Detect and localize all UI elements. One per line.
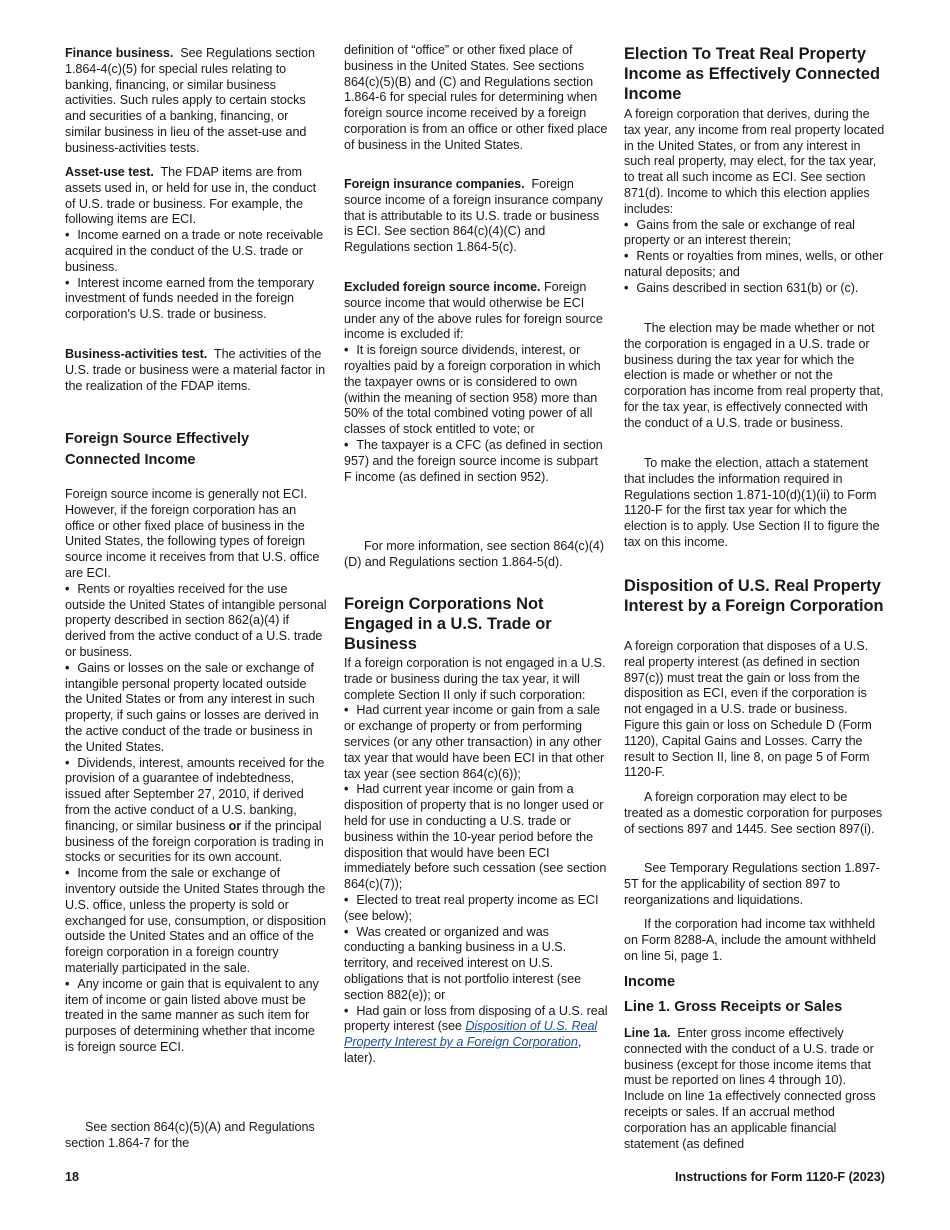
list-item: • Income from the sale or exchange of inventory outside the United States through the U.S. office, unless the property is sold or exchanged for use, consumption, or disposition outside the United States and an office of the foreign corporation in a foreign country materially participated in the sale.	[65, 866, 327, 977]
finance-business-text: See Regulations section 1.864-4(c)(5) for special rules relating to banking, financing, or similar business activities. Such rules apply to certain stocks and securities of a banking, financing, or similar business in lieu of the asset-use and business-activities tests.	[65, 46, 315, 155]
asset-use-text: The FDAP items are from assets used in, or held for use in, the conduct of U.S. trade or business. For example, the following items are ECI.	[65, 165, 317, 227]
line-1a-title: Line 1a.	[624, 1026, 671, 1040]
list-item: • Any income or gain that is equivalent to any item of income or gain listed above must be treated in the same manner as such item for purposes of determining whether that income is foreign source ECI.	[65, 977, 327, 1056]
list-item: • Rents or royalties from mines, wells, or other natural deposits; and	[624, 249, 886, 281]
page-number: 18	[65, 1170, 80, 1184]
list-item: • Had current year income or gain from a disposition of property that is no longer used or held for use in conducting a U.S. trade or business within the 10-year period before the disposition that would have been ECI immediately before such cessation (see section 864(c)(7));	[344, 782, 608, 893]
election-timing-paragraph: The election may be made whether or not the corporation is engaged in a U.S. trade or business during the tax year for which the election is made or whether or not the corporation has income from real property that, for the tax year, is effectively connected with the conduct of a U.S. trade or business.	[624, 321, 884, 430]
list-item: • Interest income earned from the temporary investment of funds needed in the foreign corporation's U.S. trade or business.	[65, 276, 327, 323]
disposition-cross-reference-link[interactable]: Disposition of U.S. Real Property Interest by a Foreign Corporation	[344, 1019, 598, 1050]
finance-business-paragraph	[65, 46, 327, 157]
fsei-b3-or: or	[228, 818, 242, 833]
section-heading-foreign-source-eci: Foreign Source Effectively Connected Income	[65, 431, 250, 469]
disposition-paragraph: A foreign corporation that disposes of a U.S. real property interest (as defined in section 897(c)) must treat the gain or loss from the disposition as ECI, even if the corporation is not engaged in a U.S. trade or business. Figure this gain or loss on Schedule D (Form 1120), Capital Gains and Losses. Carry the result to Section II, line 8, on page 5 of Form 1120-F.	[624, 639, 872, 780]
section-heading-line-1: Line 1. Gross Receipts or Sales	[624, 999, 843, 1015]
list-item: • Gains from the sale or exchange of real property or an interest therein;	[624, 218, 886, 250]
not-engaged-paragraph	[344, 656, 608, 1067]
fsei-paragraph	[65, 487, 327, 1056]
line-1a-text: Enter gross income effectively connected with the conduct of a U.S. trade or business (except for those income items that must be reported on lines 4 through 10). Include on line 1a effectively connected gross receipts or sales. If an accrual method corporation has an applicable financial statement (as defined	[624, 1026, 876, 1151]
foreign-insurance-title: Foreign insurance companies.	[344, 177, 525, 191]
section-heading-not-engaged: Foreign Corporations Not Engaged in a U.S. Trade or Business	[344, 595, 552, 653]
section-heading-disposition: Disposition of U.S. Real Property Interest by a Foreign Corporation	[624, 577, 884, 615]
excluded-income-title: Excluded foreign source income.	[344, 280, 541, 294]
election-statement-paragraph: To make the election, attach a statement that includes the information required in Regulations section 1.871-10(d)(1)(ii) to Form 1120-F for the first tax year for which the election is to apply. Use Section II to figure the tax on this income.	[624, 456, 880, 549]
domestic-election-paragraph: A foreign corporation may elect to be treated as a domestic corporation for purposes of sections 897 and 1445. See section 897(i).	[624, 790, 883, 836]
temporary-regulations-paragraph: See Temporary Regulations section 1.897-5T for the applicability of section 897 to reorganizations and liquidations.	[624, 861, 880, 907]
list-item	[65, 756, 327, 867]
more-info-paragraph: For more information, see section 864(c)(4)(D) and Regulations section 1.864-5(d).	[344, 539, 605, 569]
list-item: • The taxpayer is a CFC (as defined in section 957) and the foreign source income is subpart F income (as defined in section 952).	[344, 438, 608, 485]
list-item: • Rents or royalties received for the use outside the United States of intangible personal property described in section 862(a)(4) if derived from the active conduct of a U.S. trade or business.	[65, 582, 327, 661]
excluded-income-text: Foreign source income that would otherwise be ECI under any of the above rules for foreign source income is excluded if:	[344, 280, 603, 342]
fsei-intro: Foreign source income is generally not ECI. However, if the foreign corporation has an office or other fixed place of business in the United States, the following types of foreign source income it receives from that U.S. office are ECI.	[65, 487, 320, 580]
see-section-paragraph: See section 864(c)(5)(A) and Regulations section 1.864-7 for the	[65, 1120, 315, 1150]
withholding-paragraph: If the corporation had income tax withheld on Form 8288-A, include the amount withheld on line 5i, page 1.	[624, 917, 876, 963]
election-intro: A foreign corporation that derives, during the tax year, any income from real property located in the United States, or from any interest in such real property, may elect, for the tax year, to treat all such income as ECI. See section 871(d). Income to which this election applies includes:	[624, 107, 885, 216]
section-heading-election-real-property: Election To Treat Real Property Income as Effectively Connected Income	[624, 45, 880, 103]
list-item: • Elected to treat real property income as ECI (see below);	[344, 893, 608, 925]
fsei-b3-b: if the principal business of the foreign corporation is trading in stocks or securities for its own account.	[65, 818, 324, 865]
list-item: • Gains described in section 631(b) or (c).	[624, 281, 886, 297]
section-heading-income: Income	[624, 974, 676, 990]
list-item: • It is foreign source dividends, interest, or royalties paid by a foreign corporation in which the taxpayer owns or is considered to own (within the meaning of section 958) more than 50% of the total combined voting power of all classes of stock entitled to vote; or	[344, 343, 608, 438]
not-engaged-intro: If a foreign corporation is not engaged in a U.S. trade or business during the tax year, it will complete Section II only if such corporation:	[344, 656, 606, 702]
list-item: • Gains or losses on the sale or exchange of intangible personal property located outside the United States or from any interest in such property, if such gains or losses are derived in the active conduct of the trade or business in the United States.	[65, 661, 327, 756]
foreign-insurance-paragraph	[344, 177, 608, 256]
asset-use-title: Asset-use test.	[65, 165, 154, 179]
excluded-income-paragraph	[344, 280, 608, 485]
foreign-insurance-text: Foreign source income of a foreign insurance company that is attributable to its U.S. trade or business is ECI. See section 864(c)(4)(C) and Regulations section 1.864-5(c).	[344, 177, 603, 255]
document-title: Instructions for Form 1120-F (2023)	[675, 1170, 885, 1184]
fcne-b5-pre: Had gain or loss from disposing of a U.S. real property interest (see	[344, 1003, 608, 1034]
list-item	[344, 1004, 608, 1067]
fcne-b5-post: , later).	[344, 1035, 582, 1065]
election-paragraph	[624, 107, 886, 297]
office-definition-paragraph: definition of “office” or other fixed place of business in the United States. See sections 864(c)(5)(B) and (C) and Regulations section 1.864-6 for special rules for determining when foreign source income received by a foreign corporation is from an office or other fixed place of business in the United States.	[344, 43, 608, 152]
finance-business-title: Finance business.	[65, 46, 174, 60]
line-1a-paragraph	[624, 1026, 886, 1152]
fsei-b3-a: Dividends, interest, amounts received for the provision of a guarantee of indebtedness, issued after September 27, 2010, if derived from the active conduct of a U.S. banking, financing, or similar business	[65, 755, 325, 833]
business-activities-title: Business-activities test.	[65, 347, 208, 361]
list-item: • Income earned on a trade or note receivable acquired in the conduct of the U.S. trade or business.	[65, 228, 327, 275]
business-activities-paragraph	[65, 347, 327, 394]
business-activities-text: The activities of the U.S. trade or business were a material factor in the realization of the FDAP items.	[65, 347, 326, 393]
asset-use-paragraph	[65, 165, 327, 323]
list-item: • Had current year income or gain from a sale or exchange of property or from performing services (or any other transaction) in any other tax year that would have been ECI in that other tax year (see section 864(c)(6));	[344, 703, 608, 782]
list-item: • Was created or organized and was conducting a banking business in a U.S. territory, and received interest on U.S. obligations that is not portfolio interest (see section 882(e)); or	[344, 925, 608, 1004]
